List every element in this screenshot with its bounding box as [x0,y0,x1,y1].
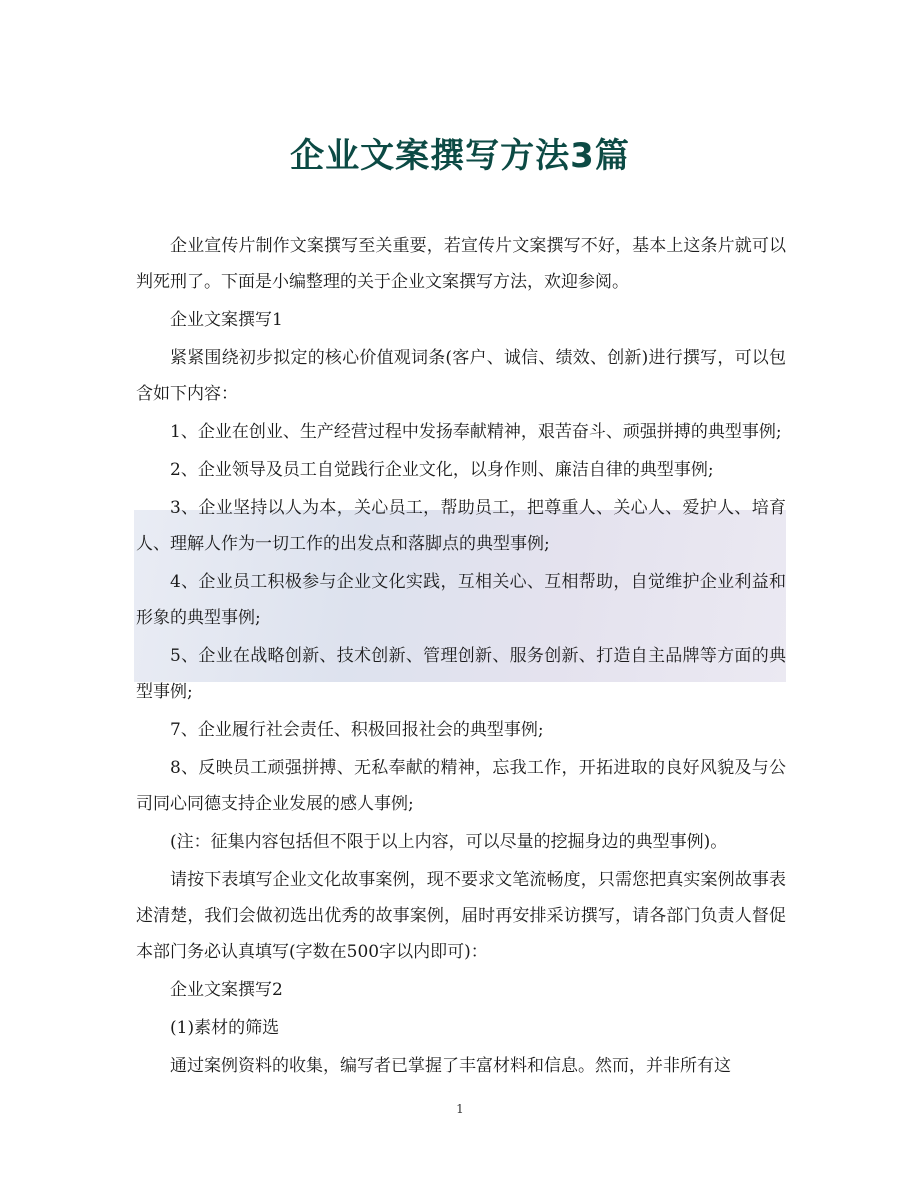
subsection-heading: (1)素材的筛选 [170,1018,280,1038]
intro-paragraph: 企业宣传片制作文案撰写至关重要，若宣传片文案撰写不好，基本上这条片就可以判死刑了。下面是小编整理的关于企业文案撰写方法，欢迎参阅。 [136,236,786,292]
list-item: 1、企业在创业、生产经营过程中发扬奉献精神，艰苦奋斗、顽强拼搏的典型事例; [170,422,782,442]
list-item: 2、企业领导及员工自觉践行企业文化，以身作则、廉洁自律的典型事例; [170,460,714,480]
list-item: 4、企业员工积极参与企业文化实践，互相关心、互相帮助，自觉维护企业利益和形象的典型事例; [136,572,786,628]
section-heading-2: 企业文案撰写2 [170,980,283,1000]
list-item: 7、企业履行社会责任、积极回报社会的典型事例; [170,720,544,740]
section-heading-1: 企业文案撰写1 [170,310,283,330]
page-title: 企业文案撰写方法3篇 [290,136,630,176]
page-number: 1 [456,1102,464,1116]
document-body [136,228,786,1086]
body-paragraph: 请按下表填写企业文化故事案例，现不要求文笔流畅度，只需您把真实案例故事表述清楚，我们会做初选出优秀的故事案例，届时再安排采访撰写，请各部门负责人督促本部门务必认真填写(字数在500字以内即可)： [136,870,786,962]
note-paragraph: (注：征集内容包括但不限于以上内容，可以尽量的挖掘身边的典型事例)。 [170,832,728,852]
body-paragraph: 紧紧围绕初步拟定的核心价值观词条(客户、诚信、绩效、创新)进行撰写，可以包含如下内容： [136,348,786,404]
list-item: 8、反映员工顽强拼搏、无私奉献的精神，忘我工作，开拓进取的良好风貌及与公司同心同德支持企业发展的感人事例; [136,758,786,814]
body-paragraph: 通过案例资料的收集，编写者已掌握了丰富材料和信息。然而，并非所有这 [170,1056,731,1076]
list-item: 3、企业坚持以人为本，关心员工，帮助员工，把尊重人、关心人、爱护人、培育人、理解人作为一切工作的出发点和落脚点的典型事例; [136,498,786,554]
list-item: 5、企业在战略创新、技术创新、管理创新、服务创新、打造自主品牌等方面的典型事例; [136,646,786,702]
